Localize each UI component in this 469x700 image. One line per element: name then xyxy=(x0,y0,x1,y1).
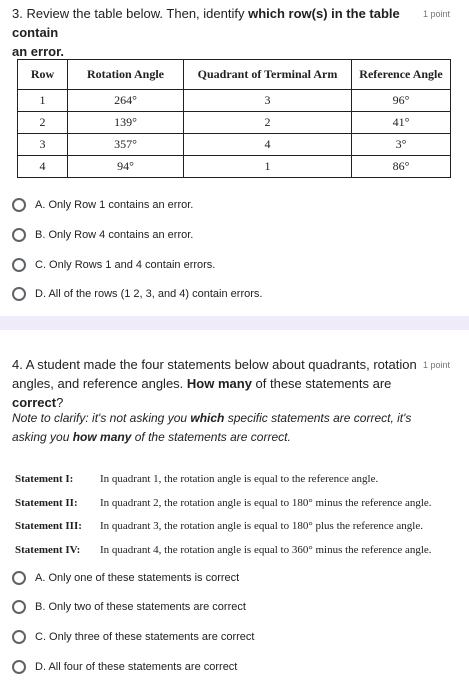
question-4-points: 1 point xyxy=(423,360,451,370)
angle-table xyxy=(17,59,451,178)
header-rotation-angle: Rotation Angle xyxy=(68,60,184,90)
option-label: D. All of the rows (1 2, 3, and 4) contain errors. xyxy=(35,288,263,300)
option-4c[interactable] xyxy=(12,627,254,647)
radio-button[interactable] xyxy=(12,571,26,585)
table-row xyxy=(18,156,451,178)
cell-quadrant: 1 xyxy=(184,156,352,178)
statement-label: Statement II: xyxy=(15,497,78,509)
question-4-text: 4. A student made the four statements below about quadrants, rotation xyxy=(12,357,417,372)
statement-2 xyxy=(15,497,432,509)
question-4-title xyxy=(12,355,422,412)
question-3-points: 1 point xyxy=(423,9,451,19)
question-3-text-line2: an error. xyxy=(12,44,65,59)
cell-reference-angle: 86° xyxy=(352,156,451,178)
option-label: B. Only Row 4 contains an error. xyxy=(35,229,194,241)
header-quadrant: Quadrant of Terminal Arm xyxy=(184,60,352,90)
option-4a[interactable] xyxy=(12,568,239,588)
cell-rotation-angle: 357° xyxy=(68,134,184,156)
radio-button[interactable] xyxy=(12,198,26,212)
option-label: A. Only one of these statements is correct xyxy=(35,572,240,584)
option-3d[interactable] xyxy=(12,284,262,304)
card-separator xyxy=(0,316,469,330)
cell-row: 2 xyxy=(18,112,68,134)
note-text-bold: how many xyxy=(72,430,132,444)
table-row xyxy=(18,112,451,134)
statement-4 xyxy=(15,544,432,556)
option-4b[interactable] xyxy=(12,597,246,617)
question-3-text-bold: which row(s) in the table contain xyxy=(12,6,400,40)
header-reference-angle: Reference Angle xyxy=(352,60,451,90)
radio-button[interactable] xyxy=(12,228,26,242)
option-3a[interactable] xyxy=(12,195,193,215)
clarification-note xyxy=(12,409,411,447)
option-label: D. All four of these statements are correct xyxy=(35,661,238,673)
option-3b[interactable] xyxy=(12,225,193,245)
option-3c[interactable] xyxy=(12,255,215,275)
cell-quadrant: 3 xyxy=(184,90,352,112)
question-3-text: 3. Review the table below. Then, identify xyxy=(12,6,249,21)
radio-button[interactable] xyxy=(12,287,26,301)
cell-rotation-angle: 264° xyxy=(68,90,184,112)
note-text: Note to clarify: it's not asking you xyxy=(12,411,191,425)
statement-1 xyxy=(15,473,378,485)
question-4-text-bold: correct xyxy=(12,395,57,410)
cell-quadrant: 4 xyxy=(184,134,352,156)
cell-rotation-angle: 94° xyxy=(68,156,184,178)
note-text: asking you xyxy=(12,430,73,444)
cell-quadrant: 2 xyxy=(184,112,352,134)
cell-rotation-angle: 139° xyxy=(68,112,184,134)
question-4-text-part: ? xyxy=(56,395,64,410)
option-label: C. Only three of these statements are correct xyxy=(35,631,255,643)
note-text: specific statements are correct, it's xyxy=(224,411,412,425)
statement-text: In quadrant 4, the rotation angle is equal to 360° minus the reference angle. xyxy=(100,544,432,556)
option-label: B. Only two of these statements are correct xyxy=(35,601,246,613)
statement-text: In quadrant 2, the rotation angle is equal to 180° minus the reference angle. xyxy=(100,497,432,509)
note-text-bold: which xyxy=(190,411,225,425)
radio-button[interactable] xyxy=(12,660,26,674)
question-4-text-part: angles, and reference angles. xyxy=(12,376,187,391)
header-row: Row xyxy=(18,60,68,90)
cell-reference-angle: 41° xyxy=(352,112,451,134)
statement-label: Statement I: xyxy=(15,473,74,485)
cell-row: 1 xyxy=(18,90,68,112)
statement-label: Statement III: xyxy=(15,520,82,532)
statement-text: In quadrant 3, the rotation angle is equal to 180° plus the reference angle. xyxy=(100,520,423,532)
cell-row: 3 xyxy=(18,134,68,156)
radio-button[interactable] xyxy=(12,258,26,272)
table-row xyxy=(18,90,451,112)
statement-3 xyxy=(15,520,423,532)
table-header-row xyxy=(18,60,451,90)
option-4d[interactable] xyxy=(12,657,237,677)
note-text: of the statements are correct. xyxy=(131,430,291,444)
question-4-text-bold: How many xyxy=(186,376,252,391)
question-card-3 xyxy=(0,0,469,316)
option-label: C. Only Rows 1 and 4 contain errors. xyxy=(35,259,216,271)
cell-reference-angle: 96° xyxy=(352,90,451,112)
radio-button[interactable] xyxy=(12,630,26,644)
cell-row: 4 xyxy=(18,156,68,178)
statement-label: Statement IV: xyxy=(15,544,81,556)
cell-reference-angle: 3° xyxy=(352,134,451,156)
statement-text: In quadrant 1, the rotation angle is equal to the reference angle. xyxy=(100,473,379,485)
question-4-text-part: of these statements are xyxy=(251,376,392,391)
table-row xyxy=(18,134,451,156)
option-label: A. Only Row 1 contains an error. xyxy=(35,199,194,211)
question-3-title xyxy=(12,4,402,61)
radio-button[interactable] xyxy=(12,600,26,614)
